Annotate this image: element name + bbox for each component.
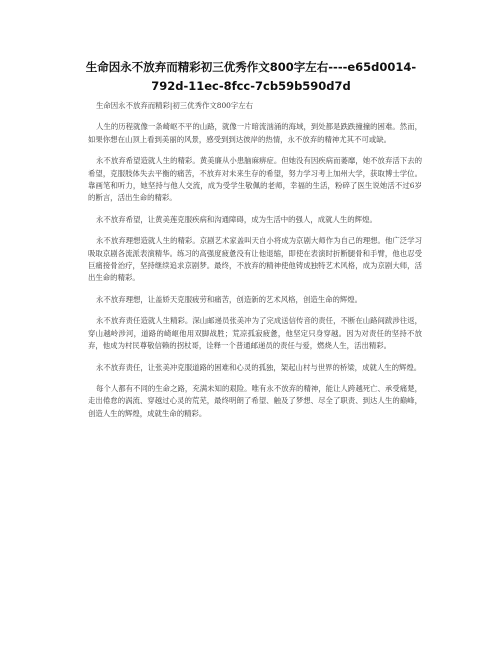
paragraph-4: 永不放弃理想造就人生的精彩。京剧艺术家盖叫天自小将成为京剧大师作为自己的理想。他广泛学习吸取京剧各流派表演精华。练习的高强度疲惫没有让他退缩，即使在表演时折断腿骨和手臂，他也忍受巨痛接骨治疗，坚持继续追求京剧梦。最终，不放弃的精神使他铸成独特艺术风格，成为京剧大师，活出生命的精彩。 [88, 236, 422, 283]
document-subtitle: 生命因永不放弃而精彩|初三优秀作文800字左右 [96, 101, 254, 110]
paragraph-6: 永不放弃责任造就人生精彩。深山邮递员张美冲为了完成送信传音的责任，不断在山路间跋涉往返，穿山越岭涉河，道路的崎岖他用双脚战胜；荒凉孤寂疲惫，他坚定只身穿越。因为对责任的坚持不放弃，他成为村民尊敬信赖的拐杖哥，诠释一个普通邮递员的责任与爱，燃烧人生，活出精彩。 [88, 316, 422, 351]
title-line-1: 生命因永不放弃而精彩初三优秀作文800字左右----e65d0014- [85, 60, 417, 74]
paragraph-5: 永不放弃理想，让盖娇天克服疲劳和痛苦，创造新的艺术风格，创造生命的辉煌。 [96, 294, 363, 304]
paragraph-8: 每个人都有不同的生命之路，充满未知的艰险。唯有永不放弃的精神，能让人跨越死亡、承受痛楚，走出倦怠的涡流、穿越过心灵的荒芜，最终明朗了希望、触及了梦想、尽全了职责、到达人生的巅峰，创造人生的辉煌，成就生命的精彩。 [88, 383, 422, 418]
title-line-2: 792d-11ec-8fcc-7cb59b590d7d [151, 79, 351, 93]
paragraph-2: 永不放弃希望造就人生的精彩。黄美廉从小患脑麻痹症。但她没有因疾病而萎靡，她不放弃活下去的希望，克服肢体失去平衡的痛苦，不放弃对未来生存的希望，努力学习考上加州大学，获取博士学位。靠画笔和听力，她坚持与他人交流，成为受学生敬佩的老师，幸福的生活，粉碎了医生说她活不过6岁的断言，活出生命的精彩。 [88, 156, 422, 203]
paragraph-1: 人生的历程就像一条崎岖不平的山路，就像一片暗流汹涌的海域，到处都是跌跌撞撞的困难。然而，如果你想在山顶上看到美丽的风景，感受到到达彼岸的热情，永不放弃的精神尤其不可或缺。 [88, 122, 422, 144]
paragraph-3: 永不放弃希望，让黄美莲克服疾病和沟通障碍，成为生活中的强人，成就人生的辉煌。 [96, 214, 377, 224]
document-body [88, 100, 422, 429]
paragraph-7: 永不放弃责任，让张美冲克服道路的困难和心灵的孤独，架起山村与世界的桥梁，成就人生的辉煌。 [96, 362, 422, 372]
document-title [40, 58, 462, 96]
